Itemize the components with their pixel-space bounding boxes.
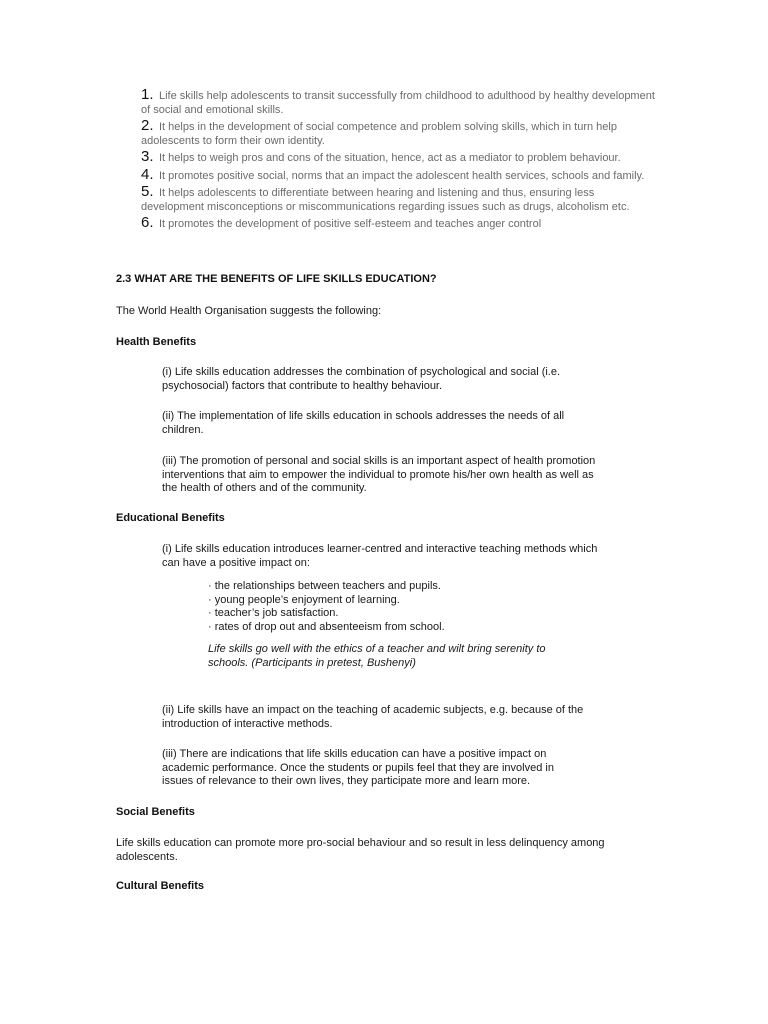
- list-text: It helps in the development of social competence and problem solving skills, which in turn help adolescents to form their own identity.: [141, 121, 617, 147]
- list-item: [141, 119, 656, 148]
- list-number: 1.: [141, 86, 154, 103]
- list-text: It helps to weigh pros and cons of the situation, hence, act as a mediator to problem behaviour.: [159, 152, 621, 164]
- health-paragraph-3: (iii) The promotion of personal and social skills is an important aspect of health promotion interventions that aim to empower the individual to promote his/her own health as well as the health of others and of the community.: [162, 455, 596, 494]
- list-number: 2.: [141, 117, 154, 134]
- list-number: 3.: [141, 148, 154, 165]
- social-benefits-heading: Social Benefits: [116, 806, 195, 818]
- list-item: [141, 150, 656, 166]
- health-benefits-heading: Health Benefits: [116, 336, 197, 348]
- list-text: It promotes positive social, norms that an impact the adolescent health services, schools and family.: [159, 169, 645, 182]
- numbered-list: [141, 88, 656, 232]
- list-text: It helps adolescents to differentiate between hearing and listening and thus, ensuring less development misconceptions or miscommunications regarding issues such as drugs, alcoholism etc.: [141, 187, 630, 213]
- bullet-item: · the relationships between teachers and pupils.: [208, 580, 441, 592]
- list-number: 5.: [141, 183, 154, 200]
- list-text: It promotes the development of positive self-esteem and teaches anger control: [159, 218, 542, 230]
- health-paragraph-2: (ii) The implementation of life skills education in schools addresses the needs of all children.: [162, 410, 565, 436]
- bullet-item: · teacher’s job satisfaction.: [208, 607, 339, 619]
- educational-paragraph-1: (i) Life skills education introduces learner-centred and interactive teaching methods which can have a positive impact on:: [162, 543, 598, 569]
- educational-benefits-heading: Educational Benefits: [116, 512, 225, 524]
- list-item: [141, 165, 656, 184]
- list-text: Life skills help adolescents to transit successfully from childhood to adulthood by healthy development of social and emotional skills.: [141, 90, 655, 116]
- educational-paragraph-3: (iii) There are indications that life skills education can have a positive impact on academic performance. Once the students or pupils feel that they are involved in issues of relevance to their own lives, they participate more and learn more.: [162, 748, 554, 787]
- health-paragraph-1: (i) Life skills education addresses the combination of psychological and social (i.e. psychosocial) factors that contribute to healthy behaviour.: [162, 366, 561, 392]
- list-number: 4.: [141, 165, 154, 183]
- bullet-item: · rates of drop out and absenteeism from school.: [208, 620, 445, 633]
- intro-text: The World Health Organisation suggests the following:: [116, 305, 382, 317]
- participant-quote: Life skills go well with the ethics of a teacher and wilt bring serenity to schools. (Participants in pretest, Bushenyi): [208, 643, 546, 669]
- list-item: [141, 216, 656, 232]
- list-item: [141, 185, 656, 214]
- bullet-item: · young people’s enjoyment of learning.: [208, 593, 400, 606]
- cultural-benefits-heading: Cultural Benefits: [116, 880, 205, 892]
- section-heading: 2.3 WHAT ARE THE BENEFITS OF LIFE SKILLS EDUCATION?: [116, 273, 437, 285]
- social-benefits-text: Life skills education can promote more pro-social behaviour and so result in less delinquency among adolescents.: [116, 837, 605, 863]
- educational-paragraph-2: (ii) Life skills have an impact on the teaching of academic subjects, e.g. because of the introduction of interactive methods.: [162, 704, 584, 730]
- list-number: 6.: [141, 214, 154, 231]
- list-item: [141, 88, 656, 117]
- impact-bullet-list: [208, 580, 588, 634]
